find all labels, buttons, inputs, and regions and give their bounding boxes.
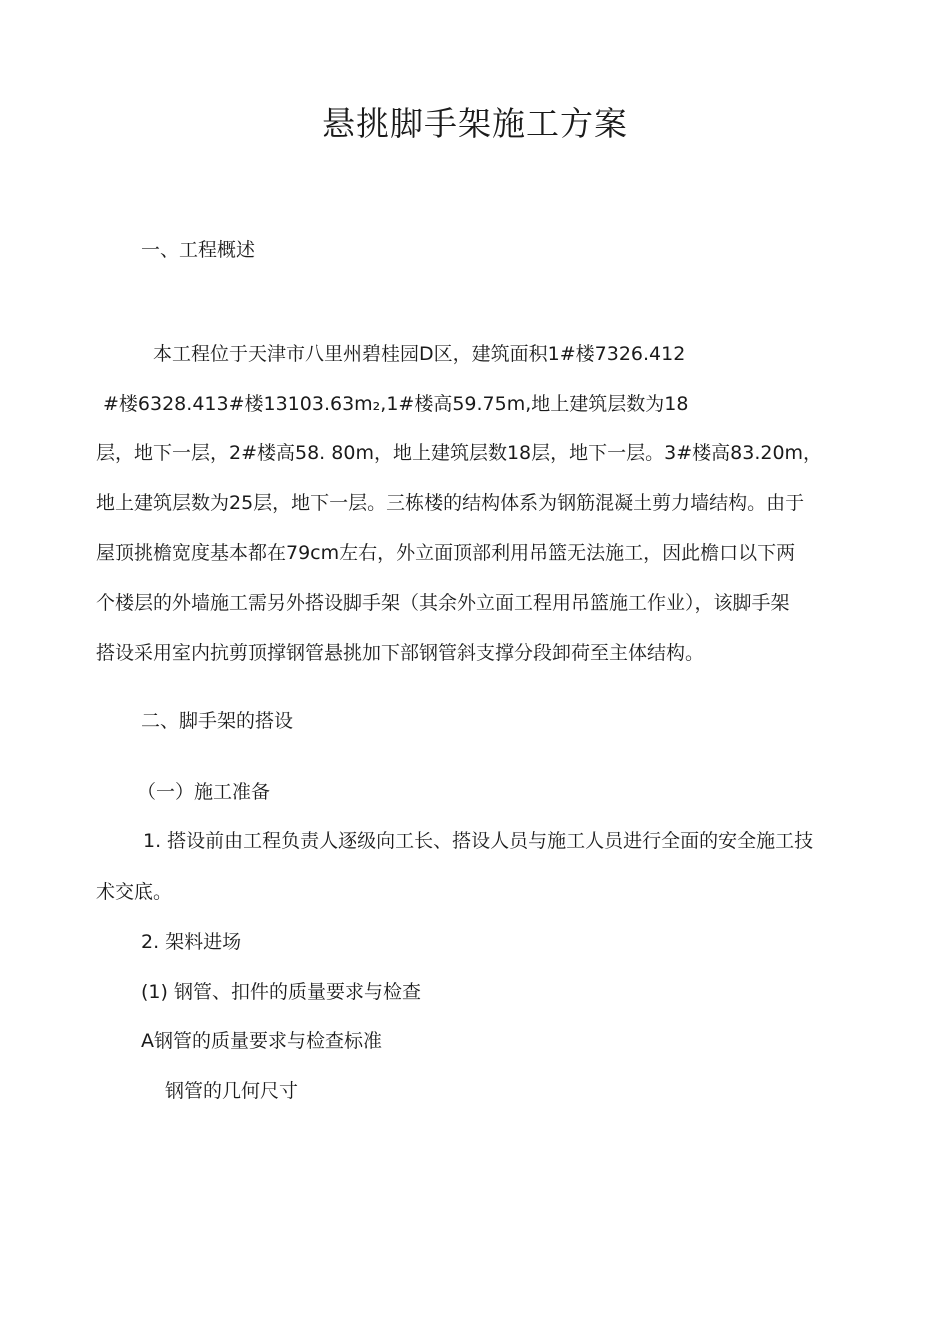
overview-line-5: 屋顶挑檐宽度基本都在79cm左右，外立面顶部利用吊篮无法施工，因此檐口以下两: [96, 542, 796, 564]
section-heading-scaffold: 二、脚手架的搭设: [141, 710, 294, 732]
item-2-1-heading: (1) 钢管、扣件的质量要求与检查: [141, 981, 421, 1003]
overview-line-3: 层，地下一层，2#楼高58. 80m，地上建筑层数18层，地下一层。3#楼高83.20m，: [96, 442, 823, 464]
overview-line-1: 本工程位于天津市八里州碧桂园D区，建筑面积1#楼7326.412: [153, 343, 686, 365]
document-title: 悬挑脚手架施工方案: [322, 104, 628, 143]
overview-line-7: 搭设采用室内抗剪顶撑钢管悬挑加下部钢管斜支撑分段卸荷至主体结构。: [96, 642, 705, 664]
section-heading-overview: 一、工程概述: [141, 239, 256, 261]
overview-line-6: 个楼层的外墙施工需另外搭设脚手架（其余外立面工程用吊篮施工作业），该脚手架: [96, 592, 790, 614]
item-1-line-2: 术交底。: [96, 881, 173, 903]
overview-line-2: #楼6328.413#楼13103.63m₂,1#楼高59.75m,地上建筑层数为18: [103, 393, 689, 415]
item-2-1-A-1-text: 钢管的几何尺寸: [165, 1080, 299, 1102]
item-1-line-1: 1. 搭设前由工程负责人逐级向工长、搭设人员与施工人员进行全面的安全施工技: [143, 830, 814, 852]
overview-line-4: 地上建筑层数为25层，地下一层。三栋楼的结构体系为钢筋混凝土剪力墙结构。由于: [96, 492, 805, 514]
subsection-heading-preparation: （一）施工准备: [137, 781, 271, 803]
item-2-heading: 2. 架料进场: [141, 931, 242, 953]
item-2-1-A-heading: A钢管的质量要求与检查标准: [141, 1030, 382, 1052]
